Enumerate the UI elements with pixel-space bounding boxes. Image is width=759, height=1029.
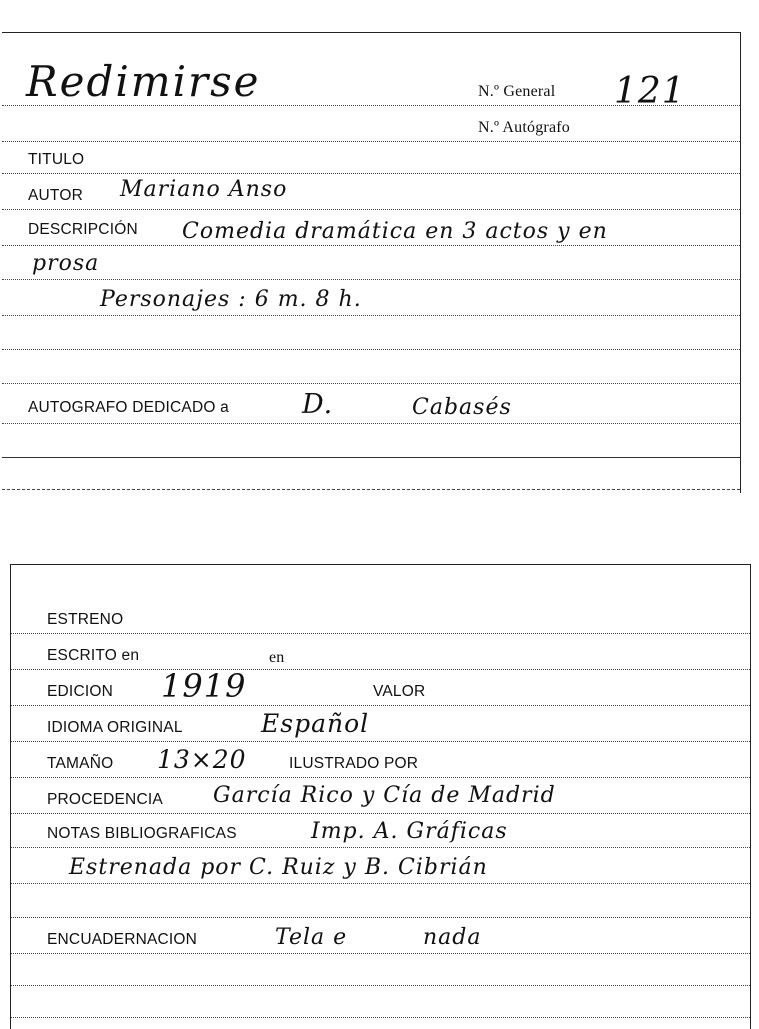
general-number-label: N.º General xyxy=(478,83,556,100)
dotted-rule xyxy=(2,141,740,142)
dotted-rule xyxy=(2,245,740,246)
dotted-rule xyxy=(11,633,750,634)
descripcion-line-1: Comedia dramática en 3 actos y en xyxy=(182,219,608,244)
procedencia-value: García Rico y Cía de Madrid xyxy=(213,783,556,808)
dotted-rule xyxy=(2,349,740,350)
dotted-rule xyxy=(11,669,750,670)
escrito-en-label: en xyxy=(269,649,285,666)
notas-line-2: Estrenada por C. Ruiz y B. Cibrián xyxy=(69,855,488,880)
solid-rule xyxy=(2,457,740,458)
handwritten-title: Redimirse xyxy=(26,57,261,106)
dotted-rule xyxy=(2,383,740,384)
descripcion-line-3: Personajes : 6 m. 8 h. xyxy=(100,287,362,312)
descripcion-line-2: prosa xyxy=(32,251,100,276)
tamano-label: TAMAÑO xyxy=(47,755,114,772)
dotted-rule xyxy=(2,423,740,424)
autograph-number-label: N.º Autógrafo xyxy=(478,119,570,136)
encuadernacion-value-start: Tela e xyxy=(275,925,348,950)
dotted-rule xyxy=(2,105,740,106)
catalog-card-front xyxy=(2,32,741,493)
escrito-label: ESCRITO en xyxy=(47,647,140,664)
notas-label: NOTAS BIBLIOGRAFICAS xyxy=(47,825,237,842)
dotted-rule xyxy=(2,173,740,174)
valor-label: VALOR xyxy=(373,683,426,700)
dotted-rule xyxy=(11,953,750,954)
dotted-rule xyxy=(11,705,750,706)
dotted-rule xyxy=(11,1017,750,1018)
idioma-value: Español xyxy=(261,709,370,738)
catalog-card-back xyxy=(10,564,751,1029)
estreno-label: ESTRENO xyxy=(47,611,124,628)
encuadernacion-value-end: nada xyxy=(423,925,482,950)
encuadernacion-label: ENCUADERNACION xyxy=(47,931,198,948)
bottom-rule xyxy=(2,489,740,490)
autor-label: AUTOR xyxy=(28,187,83,204)
dotted-rule xyxy=(11,777,750,778)
tamano-value: 13×20 xyxy=(157,745,247,774)
idioma-label: IDIOMA ORIGINAL xyxy=(47,719,183,736)
dedicado-value-end: Cabasés xyxy=(412,395,512,420)
dotted-rule xyxy=(11,985,750,986)
dedicado-label: AUTOGRAFO DEDICADO a xyxy=(28,399,229,416)
dedicado-value-start: D. xyxy=(302,389,334,420)
dotted-rule xyxy=(2,315,740,316)
descripcion-label: DESCRIPCIÓN xyxy=(28,221,138,238)
dotted-rule xyxy=(11,917,750,918)
autor-value: Mariano Anso xyxy=(120,177,288,202)
dotted-rule xyxy=(11,813,750,814)
ilustrado-label: ILUSTRADO POR xyxy=(289,755,419,772)
edicion-label: EDICION xyxy=(47,683,113,700)
procedencia-label: PROCEDENCIA xyxy=(47,791,163,808)
notas-value: Imp. A. Gráficas xyxy=(311,819,508,844)
general-number-value: 121 xyxy=(614,71,686,112)
dotted-rule xyxy=(11,847,750,848)
titulo-label: TITULO xyxy=(28,151,85,168)
edicion-value: 1919 xyxy=(161,667,247,705)
dotted-rule xyxy=(2,209,740,210)
dotted-rule xyxy=(2,279,740,280)
dotted-rule xyxy=(11,741,750,742)
dotted-rule xyxy=(11,883,750,884)
